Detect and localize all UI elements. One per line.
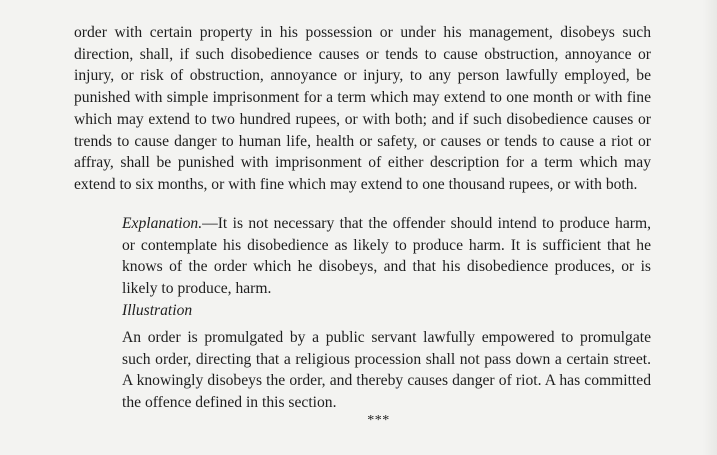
section-body-paragraph: order with certain property in his possession or under his management, disobeys such direction, shall, if such disobedience causes or tends to cause obstruction, annoyance or injury, or risk of obstruction, annoyance or injury, to any person lawfully employed, be punished with simple imprisonment for a term which may extend to one month or with fine which may extend to two hundred rupees, or with both; and if such disobedience causes or trends to cause danger to human life, health or safety, or causes or tends to cause a riot or affray, shall be punished with imprisonment of either description for a term which may extend to six months, or with fine which may extend to one thousand rupees, or with both. bbox=[74, 24, 651, 193]
explanation-label: Explanation. bbox=[122, 215, 203, 232]
explanation-text: —It is not necessary that the offender should intend to produce harm, or contemplate his disobedience as likely to produce harm. It is sufficient that he knows of the order which he disobeys, and that his disobedience produces, or is likely to produce, harm. bbox=[122, 215, 651, 298]
page-edge-shadow bbox=[703, 0, 717, 455]
illustration-paragraph: An order is promulgated by a public servant lawfully empowered to promulgate such order, directing that a religious procession shall not pass down a certain street. A knowingly disobeys the order, and thereby causes danger of riot. A has committed the offence defined in this section. bbox=[122, 329, 651, 412]
section-separator: *** bbox=[367, 413, 390, 428]
illustration-heading: Illustration bbox=[122, 302, 193, 319]
explanation-paragraph bbox=[122, 213, 651, 300]
